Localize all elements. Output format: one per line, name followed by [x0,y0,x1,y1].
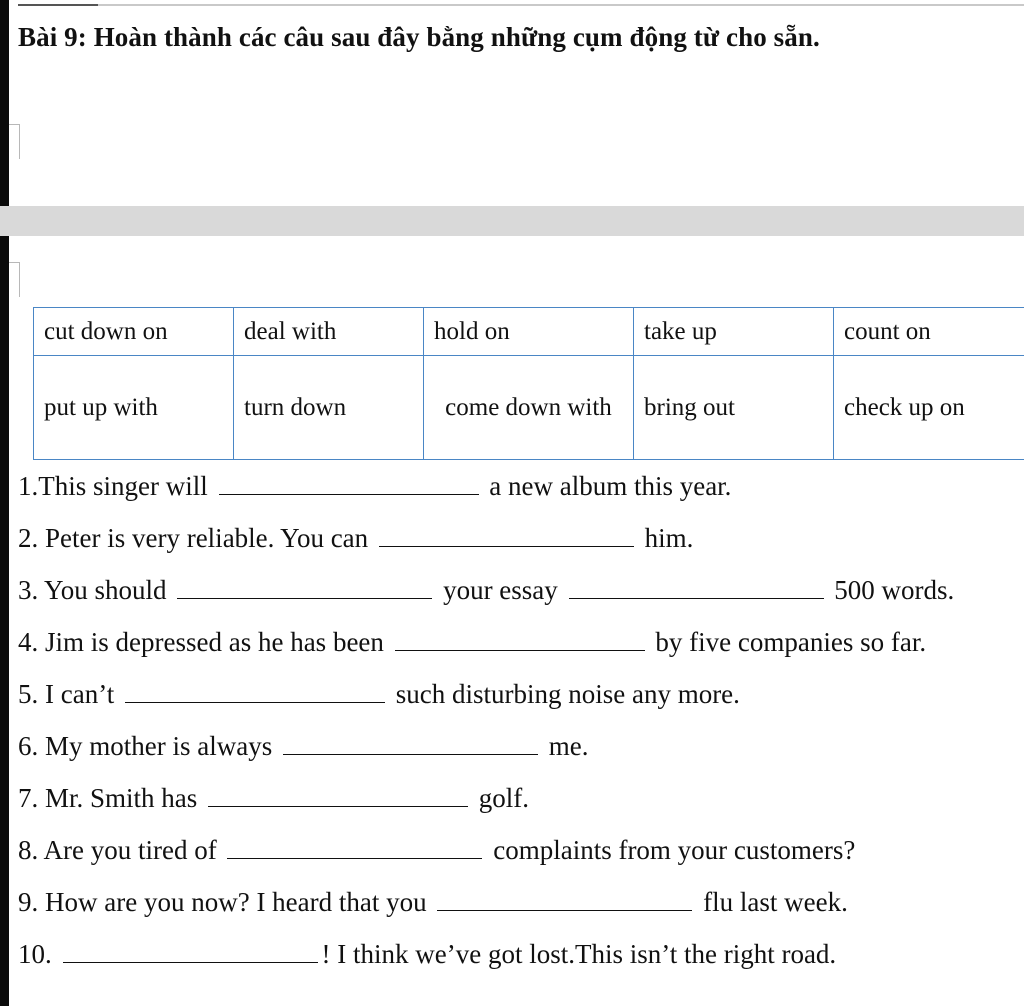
sentence-text: I can’t [45,679,115,709]
sentence-number: 1. [18,471,39,501]
sentence-text: him. [644,523,694,553]
table-cell: take up [634,308,834,356]
sentence-text: You should [44,575,167,605]
sentence-text: My mother is always [45,731,273,761]
sentence-item [18,466,731,506]
sentence-text: Peter is very reliable. You can [45,523,369,553]
sentence-text: complaints from your customers? [493,835,856,865]
sentence-text: by five companies so far. [655,627,927,657]
answer-blank[interactable] [219,472,479,495]
sentence-item [18,882,848,922]
page-corner-marker [9,124,20,159]
sentence-text: Are you tired of [43,835,217,865]
sentence-text: me. [548,731,589,761]
sentence-text: such disturbing noise any more. [395,679,740,709]
table-cell: turn down [234,356,424,460]
answer-blank[interactable] [569,576,824,599]
sentence-text: 500 words. [834,575,955,605]
page-corner-marker [9,262,20,297]
sentence-text: Mr. Smith has [45,783,198,813]
sentence-number: 4. [18,627,39,657]
top-rule-segment [18,4,98,6]
sentence-number: 8. [18,835,39,865]
sentence-item [18,674,740,714]
table-cell: cut down on [34,308,234,356]
table-cell: count on [834,308,1024,356]
table-cell: check up on [834,356,1024,460]
table-cell: hold on [424,308,634,356]
answer-blank[interactable] [208,784,468,807]
answer-blank[interactable] [227,836,482,859]
sentence-item [18,830,855,870]
sentence-text: your essay [443,575,558,605]
sentence-number: 6. [18,731,39,761]
page-break-gap [0,206,1024,236]
table-cell: put up with [34,356,234,460]
sentence-number: 3. [18,575,39,605]
top-rule [18,4,1024,6]
answer-blank[interactable] [125,680,385,703]
sentence-item [18,570,954,610]
sentence-text: flu last week. [703,887,848,917]
table-row [34,308,1024,356]
answer-blank[interactable] [379,524,634,547]
sentence-number: 10. [18,939,52,969]
table-cell: deal with [234,308,424,356]
left-edge-strip [0,0,9,1006]
answer-blank[interactable] [283,732,538,755]
sentence-number: 7. [18,783,39,813]
sentence-item [18,518,693,558]
sentence-item [18,778,529,818]
sentence-number: 5. [18,679,39,709]
table-cell: bring out [634,356,834,460]
sentence-item [18,934,836,974]
sentence-text: golf. [478,783,530,813]
phrasal-verb-table [33,307,1024,460]
sentence-text: This singer will [38,471,208,501]
answer-blank[interactable] [63,940,318,963]
sentence-number: 9. [18,887,39,917]
table-cell: come down with [424,356,634,460]
exercise-heading: Bài 9: Hoàn thành các câu sau đây bằng những cụm động từ cho sẵn. [18,22,820,52]
table-row [34,356,1024,460]
answer-blank[interactable] [395,628,645,651]
sentence-text: How are you now? I heard that you [45,887,427,917]
sentence-item [18,622,926,662]
answer-blank[interactable] [177,576,432,599]
sentence-text: Jim is depressed as he has been [45,627,384,657]
answer-blank[interactable] [437,888,692,911]
sentence-item [18,726,588,766]
sentence-text: a new album this year. [489,471,732,501]
sentence-number: 2. [18,523,39,553]
sentence-text: ! I think we’ve got lost.This isn’t the right road. [321,939,837,969]
